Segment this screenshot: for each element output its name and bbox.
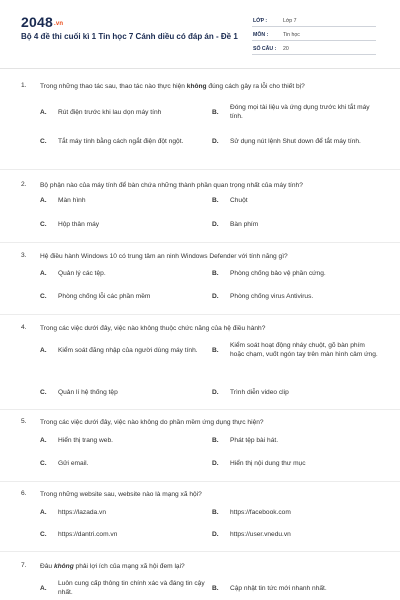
document-meta bbox=[252, 13, 376, 55]
option-text: Đóng mọi tài liệu và ứng dụng trước khi tắt máy tính. bbox=[230, 104, 370, 120]
option-letter: D. bbox=[212, 137, 219, 145]
option-letter: D. bbox=[212, 459, 219, 467]
question-separator bbox=[0, 242, 400, 243]
option-text: Màn hình bbox=[58, 196, 86, 204]
option-letter: C. bbox=[40, 530, 47, 538]
option-text: Kiểm soát hoạt động nháy chuột, gõ bàn phím hoặc chạm, vuốt ngón tay trên màn hình cảm ứng. bbox=[230, 342, 378, 358]
option-letter: C. bbox=[40, 137, 47, 145]
question-number: 6. bbox=[21, 490, 27, 497]
option-text: https://facebook.com bbox=[230, 508, 291, 516]
question-number: 5. bbox=[21, 418, 27, 425]
option-text: Phát tệp bài hát. bbox=[230, 436, 279, 444]
option-letter: B. bbox=[212, 346, 219, 354]
question-text bbox=[40, 324, 385, 333]
document-title: Bộ 4 đề thi cuối kì 1 Tin học 7 Cánh diều có đáp án - Đề 1 bbox=[21, 32, 238, 41]
option-text: https://user.vnedu.vn bbox=[230, 530, 291, 538]
option-letter: B. bbox=[212, 269, 219, 277]
option-letter: B. bbox=[212, 108, 219, 116]
option-letter: D. bbox=[212, 388, 219, 396]
question-number: 7. bbox=[21, 562, 27, 569]
question-emphasis: không bbox=[53, 563, 74, 570]
meta-value: Lớp 7 bbox=[283, 18, 297, 24]
question-text-pre: Trong những website sau, website nào là mạng xã hội? bbox=[40, 491, 202, 498]
option-text: Hiển thị nội dung thư mục bbox=[230, 459, 306, 467]
option-text: Quản lí hệ thống tệp bbox=[58, 388, 118, 396]
question-separator bbox=[0, 551, 400, 552]
question-number: 2. bbox=[21, 181, 27, 188]
option-letter: A. bbox=[40, 269, 47, 277]
question-text bbox=[40, 252, 385, 261]
option-letter: D. bbox=[212, 292, 219, 300]
option-text: Luôn cung cấp thông tin chính xác và đáng tin cậy nhất. bbox=[58, 580, 205, 596]
header-divider bbox=[0, 68, 400, 69]
option-letter: C. bbox=[40, 459, 47, 467]
logo-text: 2048 bbox=[21, 14, 53, 30]
option-text: https://dantri.com.vn bbox=[58, 530, 118, 538]
question-text-post: đúng cách gây ra lỗi cho thiết bị? bbox=[206, 83, 305, 90]
meta-label: SỐ CÂU : bbox=[253, 46, 277, 52]
option-text: Phòng chống bảo vệ phần cứng. bbox=[230, 269, 326, 277]
option-text: Rút điện trước khi lau dọn máy tính bbox=[58, 108, 162, 116]
question-separator bbox=[0, 481, 400, 482]
question-text bbox=[40, 418, 385, 427]
option-text: Hộp thân máy bbox=[58, 220, 100, 228]
option-text: Hiển thị trang web. bbox=[58, 436, 113, 444]
option-text: Phòng chống lỗi các phần mềm bbox=[58, 292, 151, 300]
option-text: Kiểm soát đăng nhập của người dùng máy tính. bbox=[58, 346, 198, 354]
question-separator bbox=[0, 314, 400, 315]
option-letter: B. bbox=[212, 584, 219, 592]
option-text: https://lazada.vn bbox=[58, 508, 107, 516]
question-text bbox=[40, 490, 385, 499]
option-letter: A. bbox=[40, 108, 47, 116]
option-letter: C. bbox=[40, 292, 47, 300]
question-text bbox=[40, 181, 385, 190]
option-text: Cập nhật tin tức mới nhanh nhất. bbox=[230, 584, 327, 592]
option-text: Phòng chống virus Antivirus. bbox=[230, 292, 314, 300]
question-text-pre: Đâu bbox=[40, 563, 54, 570]
option-text: Sử dụng nút lệnh Shut down để tắt máy tính. bbox=[230, 137, 361, 145]
question-text-post: phải lợi ích của mạng xã hội đem lại? bbox=[73, 563, 185, 570]
question-text-pre: Trong những thao tác sau, thao tác nào thực hiện bbox=[40, 83, 187, 90]
question-text bbox=[40, 562, 385, 571]
option-letter: A. bbox=[40, 196, 47, 204]
document-header bbox=[0, 0, 400, 66]
meta-class-row bbox=[252, 13, 376, 27]
option-letter: B. bbox=[212, 436, 219, 444]
option-letter: D. bbox=[212, 220, 219, 228]
option-letter: A. bbox=[40, 584, 47, 592]
option-letter: B. bbox=[212, 508, 219, 516]
question-separator bbox=[0, 169, 400, 170]
option-text: Tắt máy tính bằng cách ngắt điện đột ngột. bbox=[58, 137, 184, 145]
question-number: 1. bbox=[21, 82, 27, 89]
meta-label: MÔN : bbox=[253, 32, 269, 38]
question-number: 3. bbox=[21, 252, 27, 259]
option-text: Quản lý các tệp. bbox=[58, 269, 106, 277]
option-letter: A. bbox=[40, 508, 47, 516]
option-letter: C. bbox=[40, 220, 47, 228]
option-text: Gửi email. bbox=[58, 459, 89, 467]
question-text bbox=[40, 82, 385, 91]
option-letter: A. bbox=[40, 436, 47, 444]
question-text-pre: Trong các việc dưới đây, việc nào không do phần mềm ứng dụng thực hiện? bbox=[40, 419, 264, 426]
question-text-pre: Hệ điều hành Windows 10 có trung tâm an ninh Windows Defender với tính năng gì? bbox=[40, 253, 288, 260]
meta-value: Tin học bbox=[283, 32, 300, 38]
option-text: Trình diễn video clip bbox=[230, 388, 289, 396]
option-text: Bàn phím bbox=[230, 220, 259, 228]
meta-subject-row bbox=[252, 27, 376, 41]
question-emphasis: không bbox=[186, 83, 207, 90]
meta-count-row bbox=[252, 41, 376, 55]
option-text: Chuột bbox=[230, 196, 248, 204]
option-letter: D. bbox=[212, 530, 219, 538]
site-logo[interactable] bbox=[21, 14, 63, 30]
option-letter: A. bbox=[40, 346, 47, 354]
question-text-pre: Trong các việc dưới đây, việc nào không thuộc chức năng của hệ điều hành? bbox=[40, 325, 266, 332]
question-text-pre: Bộ phận nào của máy tính để bàn chứa những thành phần quan trọng nhất của máy tính? bbox=[40, 182, 303, 189]
question-number: 4. bbox=[21, 324, 27, 331]
question-separator bbox=[0, 409, 400, 410]
meta-label: LỚP : bbox=[253, 18, 268, 24]
logo-suffix: .vn bbox=[53, 21, 64, 27]
meta-value: 20 bbox=[283, 46, 289, 52]
option-letter: C. bbox=[40, 388, 47, 396]
option-letter: B. bbox=[212, 196, 219, 204]
